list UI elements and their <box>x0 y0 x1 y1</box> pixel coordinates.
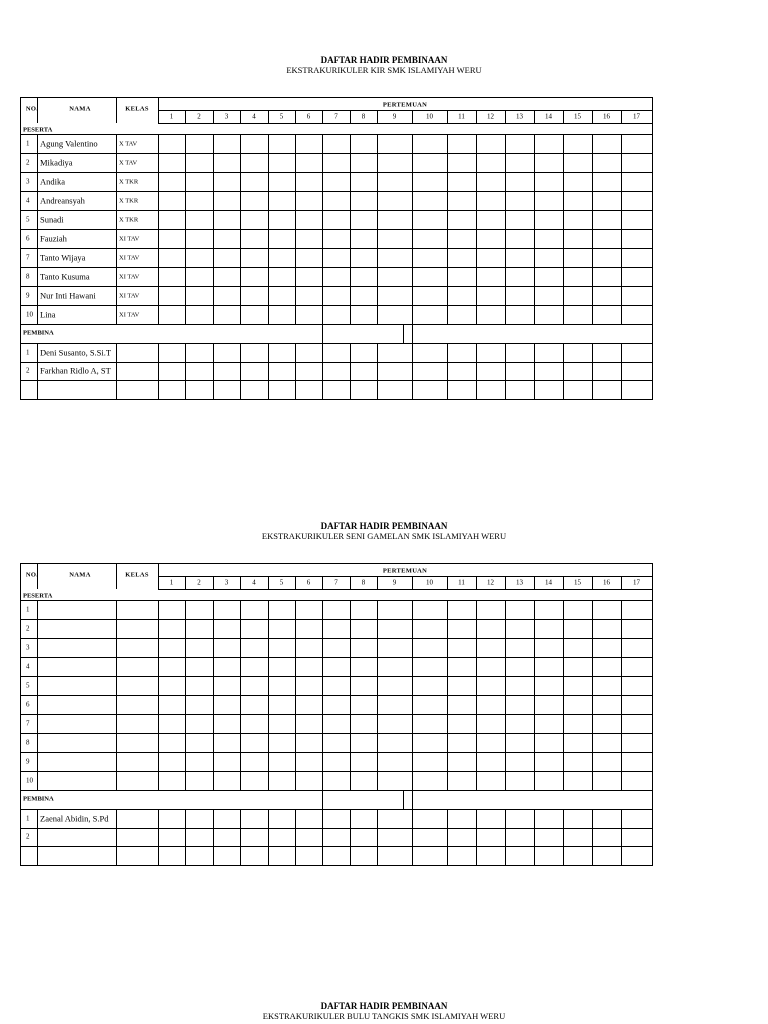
participant-name: Sunadi <box>40 214 64 224</box>
grid-line <box>20 229 652 230</box>
grid-line <box>377 343 378 399</box>
grid-line <box>295 134 296 324</box>
grid-line <box>322 576 323 589</box>
grid-line <box>158 600 159 790</box>
grid-line <box>563 110 564 123</box>
grid-line <box>268 809 269 865</box>
grid-line <box>185 600 186 790</box>
grid-line <box>592 110 593 123</box>
grid-line <box>621 134 622 324</box>
grid-line <box>476 809 477 865</box>
grid-line <box>505 343 506 399</box>
grid-line <box>20 771 652 772</box>
meeting-number: 12 <box>487 578 494 586</box>
grid-line <box>621 110 622 123</box>
grid-line <box>20 399 652 400</box>
grid-line <box>20 305 652 306</box>
participant-no: 8 <box>26 738 30 746</box>
grid-line <box>412 134 413 324</box>
grid-line <box>505 809 506 865</box>
grid-line <box>240 600 241 790</box>
attendance-table-kir <box>20 97 652 399</box>
grid-line <box>185 809 186 865</box>
section-label-peserta: PESERTA <box>23 592 53 599</box>
grid-line <box>158 134 159 324</box>
grid-line <box>476 110 477 123</box>
grid-line <box>20 210 652 211</box>
meeting-number: 15 <box>574 578 581 586</box>
grid-line <box>158 97 159 123</box>
grid-line <box>350 134 351 324</box>
grid-line <box>213 809 214 865</box>
column-header-no: NO. <box>25 571 39 579</box>
participant-name: Agung Valentino <box>40 138 98 148</box>
grid-line <box>592 600 593 790</box>
grid-line <box>20 846 652 847</box>
grid-line <box>213 600 214 790</box>
grid-line <box>534 600 535 790</box>
grid-line <box>20 134 652 135</box>
meeting-number: 15 <box>574 112 581 120</box>
grid-line <box>20 97 21 400</box>
section-label-peserta: PESERTA <box>23 126 53 133</box>
meeting-number: 10 <box>426 112 433 120</box>
grid-line <box>447 600 448 790</box>
grid-line <box>20 828 652 829</box>
form-3-title: DAFTAR HADIR PEMBINAAN <box>320 1001 448 1011</box>
column-header-pertemuan: PERTEMUAN <box>382 101 428 108</box>
participant-name: Nur Inti Hawani <box>40 290 96 300</box>
grid-line <box>377 576 378 589</box>
grid-line <box>322 790 323 809</box>
form-3-subtitle: EKSTRAKURIKULER BULU TANGKIS SMK ISLAMIYAH WERU <box>262 1011 506 1021</box>
grid-line <box>213 576 214 589</box>
grid-line <box>412 809 413 865</box>
grid-line <box>240 576 241 589</box>
grid-line <box>350 343 351 399</box>
grid-line <box>20 267 652 268</box>
grid-line <box>322 343 323 399</box>
participant-name: Andreansyah <box>40 195 85 205</box>
grid-line <box>158 110 652 111</box>
grid-line <box>158 589 652 590</box>
participant-no: 9 <box>26 291 30 299</box>
grid-line <box>322 134 323 324</box>
pembina-name: Deni Susanto, S.Si.T <box>40 347 112 357</box>
grid-line <box>20 172 652 173</box>
participant-no: 3 <box>26 643 30 651</box>
grid-line <box>116 134 117 324</box>
grid-line <box>20 563 652 564</box>
meeting-number: 13 <box>516 112 523 120</box>
grid-line <box>350 809 351 865</box>
grid-line <box>322 600 323 790</box>
grid-line <box>447 809 448 865</box>
participant-class: X TKR <box>119 216 139 223</box>
grid-line <box>268 343 269 399</box>
grid-line <box>268 110 269 123</box>
grid-line <box>185 110 186 123</box>
grid-line <box>185 576 186 589</box>
grid-line <box>20 752 652 753</box>
grid-line <box>412 343 413 399</box>
grid-line <box>116 343 117 399</box>
pembina-no: 2 <box>26 832 30 841</box>
grid-line <box>534 809 535 865</box>
participant-name: Mikadiya <box>40 157 73 167</box>
grid-line <box>20 563 21 866</box>
column-header-kelas: KELAS <box>125 571 149 579</box>
meeting-number: 4 <box>252 578 256 586</box>
grid-line <box>20 619 652 620</box>
grid-line <box>403 790 404 809</box>
meeting-number: 5 <box>279 578 284 586</box>
grid-line <box>403 324 404 343</box>
grid-line <box>592 809 593 865</box>
participant-no: 4 <box>26 662 30 670</box>
meeting-number: 4 <box>252 112 256 120</box>
column-header-nama: NAMA <box>69 105 91 113</box>
grid-line <box>377 134 378 324</box>
participant-no: 10 <box>26 776 33 784</box>
column-header-nama: NAMA <box>69 571 91 579</box>
meeting-number: 10 <box>426 578 433 586</box>
meeting-number: 5 <box>279 112 284 120</box>
grid-line <box>20 97 652 98</box>
grid-line <box>20 380 652 381</box>
grid-line <box>505 134 506 324</box>
grid-line <box>322 324 323 343</box>
grid-line <box>592 343 593 399</box>
participant-class: XI TAV <box>119 254 140 261</box>
grid-line <box>295 809 296 865</box>
pembina-name: Farkhan Ridlo A, ST <box>40 365 111 376</box>
meeting-number: 14 <box>545 578 552 586</box>
meeting-number: 1 <box>169 112 174 120</box>
grid-line <box>652 563 653 866</box>
participant-no: 4 <box>26 196 30 204</box>
participant-no: 1 <box>26 605 30 613</box>
participant-class: X TKR <box>119 197 139 204</box>
grid-line <box>20 790 652 791</box>
pembina-no: 2 <box>26 366 30 375</box>
participant-no: 1 <box>26 139 30 147</box>
participant-name: Andika <box>40 176 66 186</box>
meeting-number: 17 <box>633 112 640 120</box>
grid-line <box>268 134 269 324</box>
grid-line <box>534 576 535 589</box>
grid-line <box>412 324 413 343</box>
pembina-no: 1 <box>26 814 30 822</box>
grid-line <box>37 134 38 324</box>
grid-line <box>350 576 351 589</box>
grid-line <box>240 343 241 399</box>
meeting-number: 11 <box>458 112 465 120</box>
grid-line <box>116 97 117 123</box>
participant-no: 7 <box>26 253 30 261</box>
grid-line <box>295 576 296 589</box>
grid-line <box>20 362 652 363</box>
meeting-number: 12 <box>487 112 494 120</box>
meeting-number: 14 <box>545 112 552 120</box>
grid-line <box>534 110 535 123</box>
participant-class: XI TAV <box>119 311 140 318</box>
participant-no: 3 <box>26 177 30 185</box>
grid-line <box>20 600 652 601</box>
grid-line <box>185 134 186 324</box>
grid-line <box>505 576 506 589</box>
grid-line <box>20 324 652 325</box>
grid-line <box>322 110 323 123</box>
participant-no: 2 <box>26 624 30 632</box>
participant-class: XI TAV <box>119 273 140 280</box>
grid-line <box>534 343 535 399</box>
grid-line <box>476 576 477 589</box>
participant-no: 8 <box>26 272 30 280</box>
meeting-number: 7 <box>334 578 338 586</box>
grid-line <box>322 809 323 865</box>
participant-no: 2 <box>26 158 30 166</box>
participant-class: X TAV <box>119 159 138 166</box>
form-2-subtitle: EKSTRAKURIKULER SENI GAMELAN SMK ISLAMIYAH WERU <box>261 531 507 541</box>
grid-line <box>37 600 38 790</box>
grid-line <box>295 110 296 123</box>
grid-line <box>37 809 38 865</box>
grid-line <box>20 809 652 810</box>
grid-line <box>116 809 117 865</box>
form-1-subtitle: EKSTRAKURIKULER KIR SMK ISLAMIYAH WERU <box>286 65 482 75</box>
grid-line <box>652 97 653 400</box>
grid-line <box>412 110 413 123</box>
grid-line <box>20 153 652 154</box>
meeting-number: 1 <box>169 578 174 586</box>
meeting-number: 16 <box>603 578 610 586</box>
column-header-kelas: KELAS <box>125 105 149 113</box>
grid-line <box>505 600 506 790</box>
grid-line <box>447 576 448 589</box>
grid-line <box>20 657 652 658</box>
grid-line <box>240 134 241 324</box>
grid-line <box>412 600 413 790</box>
grid-line <box>476 600 477 790</box>
participant-class: XI TAV <box>119 292 140 299</box>
pembina-name: Zaenal Abidin, S.Pd <box>40 813 109 823</box>
meeting-number: 3 <box>224 112 229 120</box>
grid-line <box>240 110 241 123</box>
grid-line <box>621 576 622 589</box>
grid-line <box>476 343 477 399</box>
grid-line <box>377 600 378 790</box>
participant-no: 10 <box>26 310 33 318</box>
grid-line <box>621 809 622 865</box>
participant-name: Tanto Kusuma <box>40 271 90 281</box>
form-2-title: DAFTAR HADIR PEMBINAAN <box>320 521 448 531</box>
section-label-pembina: PEMBINA <box>23 795 54 803</box>
participant-no: 5 <box>26 215 30 223</box>
grid-line <box>563 343 564 399</box>
grid-line <box>116 563 117 589</box>
meeting-number: 8 <box>361 112 366 120</box>
meeting-number: 6 <box>306 578 311 586</box>
meeting-number: 2 <box>197 578 201 586</box>
meeting-number: 8 <box>361 578 366 586</box>
grid-line <box>20 676 652 677</box>
grid-line <box>377 809 378 865</box>
participant-no: 9 <box>26 757 30 765</box>
grid-line <box>20 714 652 715</box>
grid-line <box>158 563 159 589</box>
grid-line <box>563 809 564 865</box>
grid-line <box>412 576 413 589</box>
meeting-number: 11 <box>458 578 465 586</box>
grid-line <box>158 123 652 124</box>
meeting-number: 16 <box>603 112 610 120</box>
grid-line <box>447 110 448 123</box>
participant-no: 5 <box>26 681 30 689</box>
form-1-title: DAFTAR HADIR PEMBINAAN <box>320 55 448 65</box>
grid-line <box>621 600 622 790</box>
participant-class: X TAV <box>119 140 138 147</box>
section-label-pembina: PEMBINA <box>23 329 54 337</box>
grid-line <box>350 110 351 123</box>
participant-no: 6 <box>26 700 30 708</box>
grid-line <box>295 600 296 790</box>
grid-line <box>592 576 593 589</box>
grid-line <box>20 191 652 192</box>
grid-line <box>20 343 652 344</box>
column-header-no: NO. <box>25 105 39 113</box>
grid-line <box>20 248 652 249</box>
grid-line <box>20 733 652 734</box>
grid-line <box>158 576 652 577</box>
grid-line <box>377 110 378 123</box>
grid-line <box>116 600 117 790</box>
participant-name: Fauziah <box>40 233 67 243</box>
grid-line <box>412 790 413 809</box>
grid-line <box>20 286 652 287</box>
grid-line <box>240 809 241 865</box>
participant-name: Tanto Wijaya <box>40 252 86 262</box>
grid-line <box>534 134 535 324</box>
grid-line <box>476 134 477 324</box>
grid-line <box>37 343 38 399</box>
participant-class: X TKR <box>119 178 139 185</box>
grid-line <box>447 134 448 324</box>
grid-line <box>158 343 159 399</box>
meeting-number: 6 <box>306 112 311 120</box>
grid-line <box>447 343 448 399</box>
meeting-number: 2 <box>197 112 201 120</box>
grid-line <box>158 809 159 865</box>
grid-line <box>268 576 269 589</box>
grid-line <box>213 134 214 324</box>
meeting-number: 9 <box>392 112 397 120</box>
grid-line <box>563 134 564 324</box>
grid-line <box>563 600 564 790</box>
pembina-no: 1 <box>26 348 30 356</box>
column-header-pertemuan: PERTEMUAN <box>382 567 428 574</box>
grid-line <box>350 600 351 790</box>
meeting-number: 3 <box>224 578 229 586</box>
meeting-number: 7 <box>334 112 338 120</box>
grid-line <box>213 343 214 399</box>
participant-no: 7 <box>26 719 30 727</box>
meeting-number: 9 <box>392 578 397 586</box>
grid-line <box>268 600 269 790</box>
participant-class: XI TAV <box>119 235 140 242</box>
participant-name: Lina <box>40 309 56 319</box>
grid-line <box>20 865 652 866</box>
grid-line <box>213 110 214 123</box>
grid-line <box>621 343 622 399</box>
participant-no: 6 <box>26 234 30 242</box>
meeting-number: 17 <box>633 578 640 586</box>
grid-line <box>505 110 506 123</box>
meeting-number: 13 <box>516 578 523 586</box>
grid-line <box>295 343 296 399</box>
grid-line <box>20 638 652 639</box>
grid-line <box>592 134 593 324</box>
attendance-table-seni-gamelan <box>20 563 652 865</box>
grid-line <box>185 343 186 399</box>
grid-line <box>20 695 652 696</box>
grid-line <box>563 576 564 589</box>
